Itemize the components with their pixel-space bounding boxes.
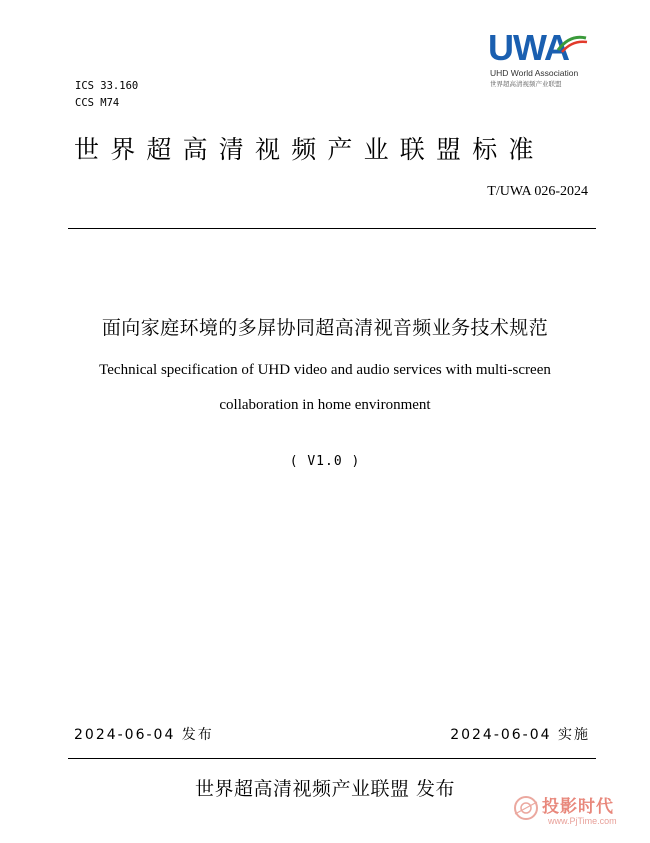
uwa-chinese-name: 世界超高清视频产业联盟: [490, 80, 562, 88]
document-version: ( V1.0 ): [289, 454, 361, 469]
pjtime-watermark: [512, 792, 638, 836]
document-title-english-line1: Technical specification of UHD video and audio services with multi-screen: [99, 362, 551, 378]
uwa-english-name: UHD World Association: [490, 68, 579, 78]
document-title-chinese: 面向家庭环境的多屏协同超高清视音频业务技术规范: [101, 317, 549, 339]
publish-date: 2024-06-04 发布: [74, 727, 214, 743]
standard-number: T/UWA 026-2024: [487, 184, 588, 199]
pjtime-url: www.PjTime.com: [548, 816, 617, 826]
header-divider: [68, 228, 596, 229]
uwa-arc-icon: [554, 32, 590, 56]
organization-standard-title: 世界超高清视频产业联盟标准: [74, 135, 545, 164]
implementation-date: 2024-06-04 实施: [450, 727, 590, 743]
publisher-statement: 世界超高清视频产业联盟 发布: [194, 778, 456, 800]
uwa-logo: [488, 27, 598, 92]
uwa-wordmark-text: UWA: [488, 27, 569, 68]
pjtime-logo-icon: [512, 794, 540, 822]
footer-divider: [68, 758, 596, 759]
ics-code: ICS 33.160: [75, 80, 139, 92]
classification-codes: [75, 78, 138, 112]
ccs-code: CCS M74: [75, 97, 120, 109]
pjtime-brand-text: 投影时代: [542, 797, 614, 817]
document-title-english-line2: collaboration in home environment: [219, 397, 431, 413]
